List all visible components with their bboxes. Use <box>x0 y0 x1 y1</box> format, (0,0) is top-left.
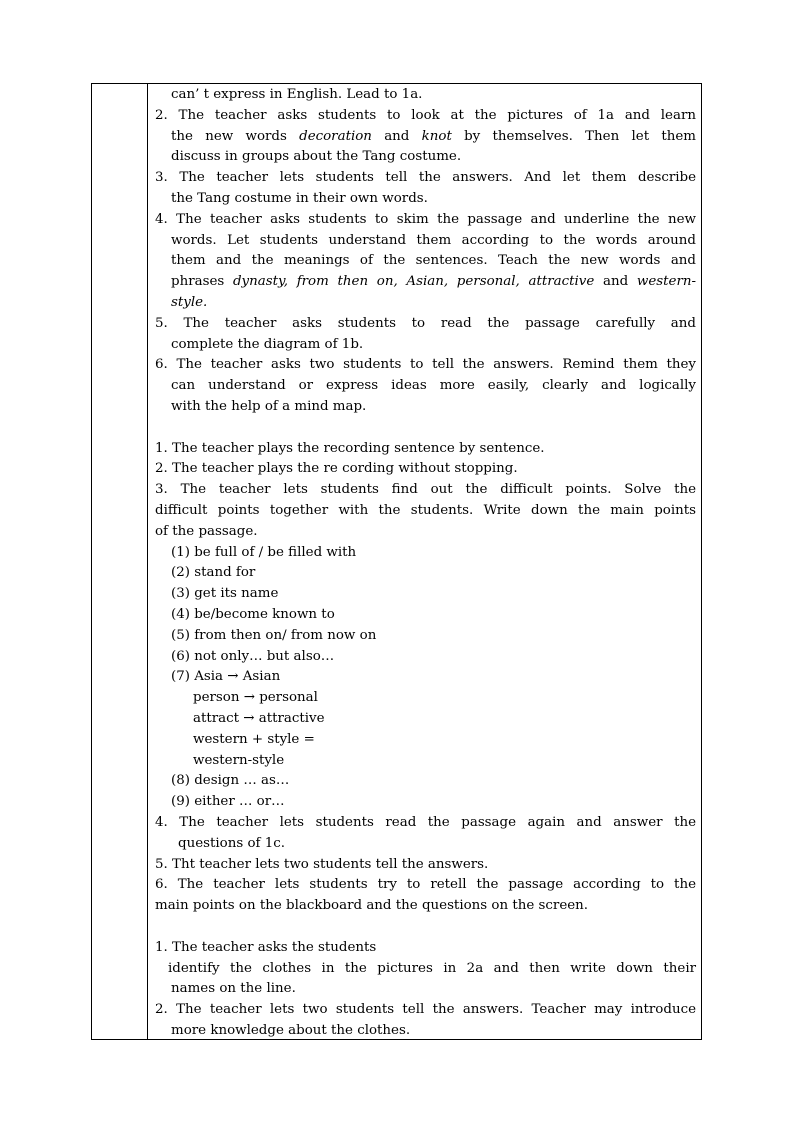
text-line: 1. The teacher plays the recording sentence by sentence. <box>155 441 545 456</box>
text-line: phrases dynasty, from then on, Asian, personal, attractive and western- <box>171 274 696 289</box>
list-item: (2) stand for <box>171 565 256 580</box>
text-line: 2. The teacher plays the re cording without stopping. <box>155 461 518 476</box>
text-line: 4. The teacher lets students read the passage again and answer the <box>155 815 696 830</box>
text-line: words. Let students understand them according to the words around <box>171 233 696 248</box>
text-line: main points on the blackboard and the questions on the screen. <box>155 898 589 913</box>
list-item: (9) either … or… <box>171 794 285 809</box>
text-line: the Tang costume in their own words. <box>171 191 428 206</box>
text-line: discuss in groups about the Tang costume. <box>171 149 462 164</box>
text-line: 6. The teacher lets students try to retell the passage according to the <box>155 877 696 892</box>
list-item: western + style = <box>193 732 315 747</box>
text-line: questions of 1c. <box>178 836 286 851</box>
text-line: can understand or express ideas more easily, clearly and logically <box>171 378 696 393</box>
text-line: 1. The teacher asks the students <box>155 940 377 955</box>
list-item: western-style <box>193 753 285 768</box>
list-item: (1) be full of / be filled with <box>171 545 357 560</box>
list-item: attract → attractive <box>193 711 325 726</box>
list-item: (6) not only… but also… <box>171 649 335 664</box>
text-line: 2. The teacher asks students to look at the pictures of 1a and learn <box>155 108 696 123</box>
text-line: 3. The teacher lets students tell the answers. And let them describe <box>155 170 696 185</box>
text-line: the new words decoration and knot by themselves. Then let them <box>171 129 696 144</box>
text-line: more knowledge about the clothes. <box>171 1023 411 1038</box>
text-line: of the passage. <box>155 524 258 539</box>
text-line: style. <box>171 295 208 310</box>
list-item: (4) be/become known to <box>171 607 335 622</box>
list-item: (8) design … as… <box>171 773 290 788</box>
text-line: 3. The teacher lets students find out the difficult points. Solve the <box>155 482 696 497</box>
table-divider <box>147 83 148 1040</box>
text-line: 2. The teacher lets two students tell the answers. Teacher may introduce <box>155 1002 696 1017</box>
vocab-term: decoration <box>299 129 372 144</box>
list-item: (3) get its name <box>171 586 279 601</box>
text-line: them and the meanings of the sentences. Teach the new words and <box>171 253 696 268</box>
text-line: 4. The teacher asks students to skim the passage and underline the new <box>155 212 696 227</box>
text-line: can’ t express in English. Lead to 1a. <box>171 87 423 102</box>
vocab-term: knot <box>421 129 452 144</box>
text-line: complete the diagram of 1b. <box>171 337 364 352</box>
text-line: 5. Tht teacher lets two students tell the answers. <box>155 857 489 872</box>
text-line: with the help of a mind map. <box>171 399 367 414</box>
list-item: person → personal <box>193 690 318 705</box>
vocab-term: western- <box>636 274 696 289</box>
text-line: identify the clothes in the pictures in 2a and then write down their <box>168 961 696 976</box>
vocab-term: dynasty, from then on, Asian, personal, attractive <box>232 274 595 289</box>
text-line: names on the line. <box>171 981 296 996</box>
list-item: (7) Asia → Asian <box>171 669 281 684</box>
text-line: difficult points together with the students. Write down the main points <box>155 503 696 518</box>
text-line: 5. The teacher asks students to read the passage carefully and <box>155 316 696 331</box>
table-first-column <box>92 84 148 1039</box>
list-item: (5) from then on/ from now on <box>171 628 377 643</box>
text-line: 6. The teacher asks two students to tell the answers. Remind them they <box>155 357 696 372</box>
